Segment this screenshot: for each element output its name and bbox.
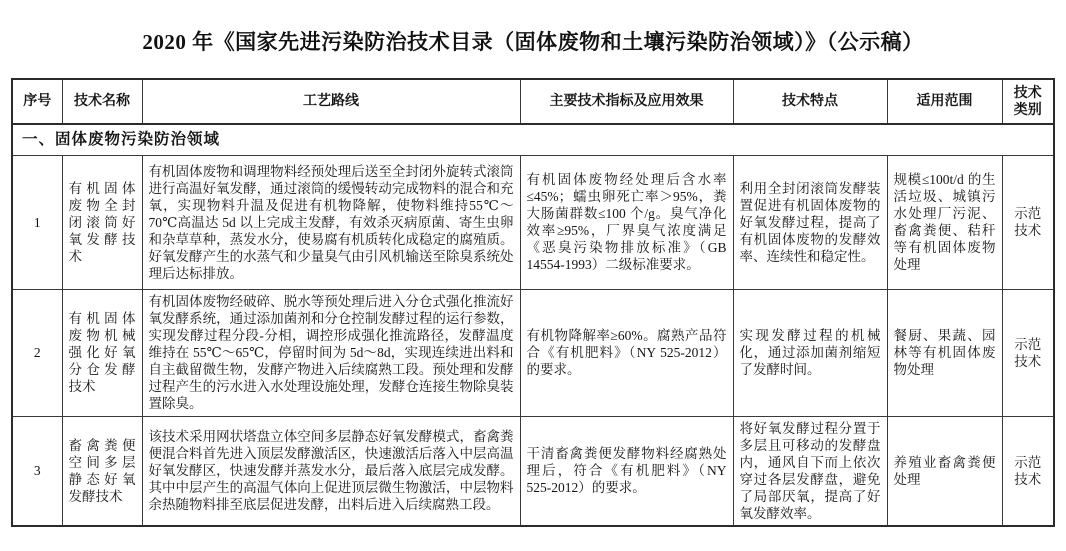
row-number: 3 xyxy=(12,416,62,526)
section-row xyxy=(12,124,1054,155)
features: 将好氧发酵过程分置于多层且可移动的发酵盘内，通风自下而上依次穿过各层发酵盘，避免了局部厌氧，提高了好氧发酵效率。 xyxy=(733,416,887,526)
row-number: 2 xyxy=(12,289,62,416)
page-title: 2020 年《国家先进污染防治技术目录（固体废物和土壤污染防治领域）》（公示稿） xyxy=(142,30,924,54)
category: 示范技术 xyxy=(1002,289,1054,416)
col-header-process-route: 工艺路线 xyxy=(142,79,520,124)
row-number: 1 xyxy=(12,155,62,289)
tech-name: 有机固体废物机械强化好氧分仓发酵技术 xyxy=(62,289,142,416)
table-row xyxy=(12,289,1054,416)
col-header-scope: 适用范围 xyxy=(887,79,1002,124)
col-header-serial-no: 序号 xyxy=(12,79,62,124)
category: 示范技术 xyxy=(1002,416,1054,526)
features: 实现发酵过程的机械化，通过添加菌剂缩短了发酵时间。 xyxy=(733,289,887,416)
col-header-indicators: 主要技术指标及应用效果 xyxy=(520,79,733,124)
indicators: 有机固体废物经处理后含水率≤45%；蠕虫卵死亡率＞95%，粪大肠菌群数≤100 个/g。臭气净化效率≥95%，厂界臭气浓度满足《恶臭污染物排放标准》（GB 14554-1993）二级标准要求。 xyxy=(520,155,733,289)
process-route: 有机固体废物和调理物料经预处理后送至全封闭外旋转式滚筒进行高温好氧发酵，通过滚筒的缓慢转动完成物料的混合和充氧，实现物料升温及促进有机物降解，使物料维持55℃～70℃高温达 5d 以上完成主发酵，有效杀灭病原菌、寄生虫卵和杂草草种，蒸发水分，使易腐有机质转化成稳定的腐殖质。好氧发酵产生的水蒸气和少量臭气由引风机输送至除臭系统处理后达标排放。 xyxy=(142,155,520,289)
header-row xyxy=(12,79,1054,124)
col-header-category: 技术类别 xyxy=(1002,79,1054,124)
col-header-features: 技术特点 xyxy=(733,79,887,124)
section-title: 一、固体废物污染防治领域 xyxy=(12,124,1054,155)
scope: 规模≤100t/d 的生活垃圾、城镇污水处理厂污泥、畜禽粪便、秸秆等有机固体废物处理 xyxy=(887,155,1002,289)
col-header-tech-name: 技术名称 xyxy=(62,79,142,124)
indicators: 有机物降解率≥60%。腐熟产品符合《有机肥料》（NY 525-2012）的要求。 xyxy=(520,289,733,416)
tech-name: 有机固体废物全封闭滚筒好氧发酵技术 xyxy=(62,155,142,289)
table-row xyxy=(12,416,1054,526)
process-route: 该技术采用网状塔盘立体空间多层静态好氧发酵模式，畜禽粪便混合料首先进入顶层发酵激活区，快速激活后落入中层高温好氧发酵区，快速发酵并蒸发水分，最后落入底层完成发酵。其中中层产生的高温气体向上促进顶层微生物激活，中层物料余热随物料排至底层促进发酵，出料后进入后续腐熟工段。 xyxy=(142,416,520,526)
scope: 养殖业畜禽粪便处理 xyxy=(887,416,1002,526)
process-route: 有机固体废物经破碎、脱水等预处理后进入分仓式强化推流好氧发酵系统，通过添加菌剂和分仓控制发酵过程的运行参数，实现发酵过程分段-分相，调控形成强化推流路径，发酵温度维持在 55℃～65℃，停留时间为 5d～8d，实现连续进出料和自主截留微生物，发酵产物进入后续腐熟工段。预处理和发酵过程产生的污水进入水处理设施处理，发酵仓连接生物除臭装置除臭。 xyxy=(142,289,520,416)
indicators: 干清畜禽粪便发酵物料经腐熟处理后，符合《有机肥料》（NY 525-2012）的要求。 xyxy=(520,416,733,526)
features: 利用全封闭滚筒发酵装置促进有机固体废物的好氧发酵过程，提高了有机固体废物的发酵效率、连续性和稳定性。 xyxy=(733,155,887,289)
tech-name: 畜禽粪便空间多层静态好氧发酵技术 xyxy=(62,416,142,526)
scope: 餐厨、果蔬、园林等有机固体废物处理 xyxy=(887,289,1002,416)
table-row xyxy=(12,155,1054,289)
category: 示范技术 xyxy=(1002,155,1054,289)
technology-catalog-table xyxy=(11,78,1055,527)
